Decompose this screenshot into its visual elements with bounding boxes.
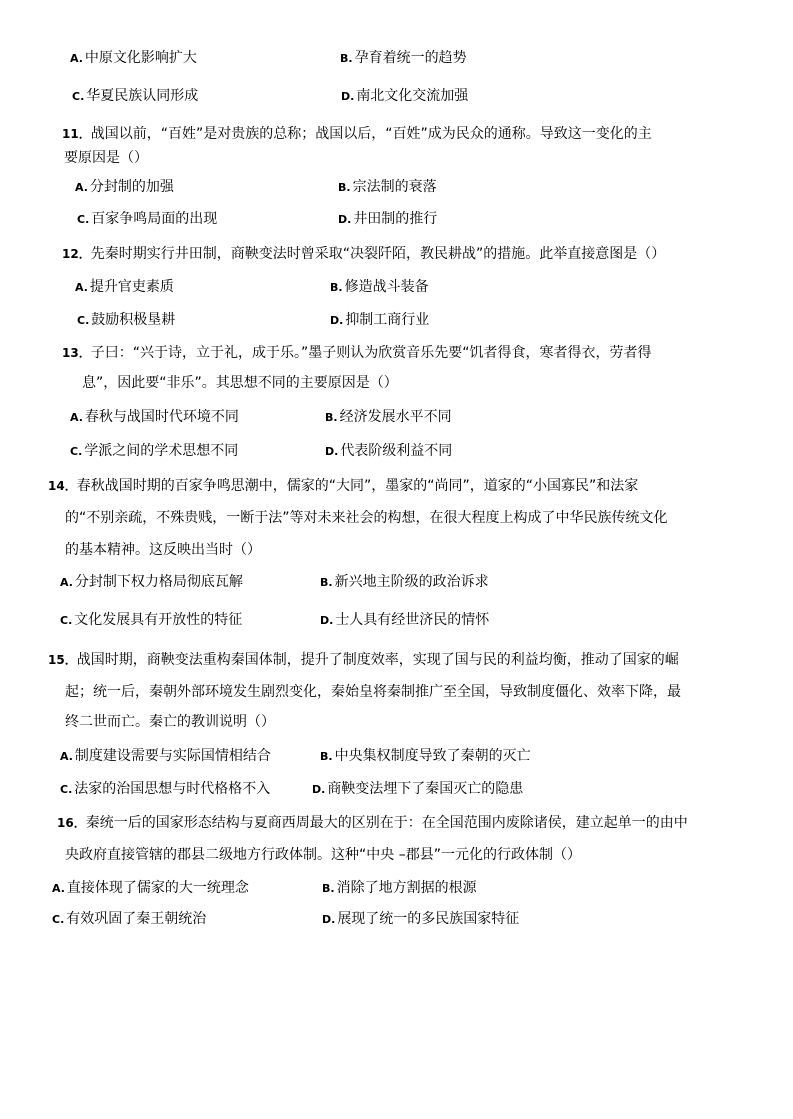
option-text: 展现了统一的多民族国家特征 (337, 911, 520, 927)
question-number: 12． (62, 247, 91, 261)
option-text: 中原文化影响扩大 (84, 50, 197, 66)
option-letter: C. (72, 90, 85, 103)
option-text: 士人具有经世济民的情怀 (335, 612, 490, 628)
option-letter: B. (330, 281, 343, 294)
question-stem: 起；统一后，秦朝外部环境发生剧烈变化，秦始皇将秦制推广至全国，导致制度僵化、效率下降，最 (65, 684, 681, 700)
q12-option-d[interactable] (330, 310, 429, 330)
q16-option-d[interactable] (322, 909, 519, 929)
option-letter: A. (52, 882, 65, 895)
option-letter: D. (338, 213, 352, 226)
q15-option-d[interactable] (312, 779, 523, 799)
option-letter: D. (330, 314, 344, 327)
q15-stem-line (65, 712, 275, 732)
option-letter: D. (325, 445, 339, 458)
option-text: 分封制下权力格局彻底瓦解 (74, 574, 243, 590)
option-text: 制度建设需要与实际国情相结合 (74, 748, 271, 764)
q16-option-a[interactable] (52, 878, 249, 898)
option-text: 修造战斗装备 (344, 279, 429, 295)
q13-option-a[interactable] (70, 407, 239, 427)
q10-option-c[interactable] (72, 86, 198, 106)
q14-stem-line (48, 476, 638, 496)
option-letter: D. (312, 783, 326, 796)
option-letter: C. (52, 913, 65, 926)
q11-option-b[interactable] (338, 177, 437, 197)
q16-option-c[interactable] (52, 909, 206, 929)
option-letter: C. (77, 314, 90, 327)
option-letter: D. (320, 614, 334, 627)
question-stem: 春秋战国时期的百家争鸣思潮中，儒家的“大同”，墨家的“尚同”，道家的“小国寡民”和法家 (76, 478, 639, 494)
option-letter: C. (60, 783, 73, 796)
q10-option-a[interactable] (70, 48, 197, 68)
q12-option-c[interactable] (77, 310, 175, 330)
q14-option-d[interactable] (320, 610, 489, 630)
option-letter: B. (340, 52, 353, 65)
option-text: 井田制的推行 (353, 211, 438, 227)
q16-option-b[interactable] (322, 878, 477, 898)
option-text: 鼓励积极垦耕 (91, 312, 176, 328)
q10-option-d[interactable] (341, 86, 468, 106)
q14-stem-line (65, 540, 261, 560)
option-letter: A. (70, 52, 83, 65)
question-stem: 终二世而亡。秦亡的教训说明（） (65, 714, 275, 730)
question-number: 11． (62, 127, 91, 141)
option-text: 新兴地主阶级的政治诉求 (334, 574, 489, 590)
question-stem: 要原因是（） (64, 150, 148, 166)
q11-option-a[interactable] (75, 177, 174, 197)
option-text: 提升官吏素质 (89, 279, 174, 295)
option-letter: A. (70, 411, 83, 424)
option-text: 孕育着统一的趋势 (354, 50, 467, 66)
question-number: 15． (48, 653, 77, 667)
q13-stem-line (82, 373, 398, 393)
option-letter: B. (325, 411, 338, 424)
q13-stem-line (62, 343, 651, 363)
q11-stem-line (64, 148, 148, 168)
option-text: 经济发展水平不同 (339, 409, 452, 425)
option-letter: C. (70, 445, 83, 458)
option-letter: A. (60, 750, 73, 763)
option-letter: B. (320, 576, 333, 589)
option-letter: C. (60, 614, 73, 627)
option-text: 直接体现了儒家的大一统理念 (66, 880, 249, 896)
option-letter: B. (322, 882, 335, 895)
q13-option-b[interactable] (325, 407, 452, 427)
option-letter: A. (75, 181, 88, 194)
option-text: 商鞅变法埋下了秦国灭亡的隐患 (327, 781, 524, 797)
q14-option-b[interactable] (320, 572, 489, 592)
option-text: 法家的治国思想与时代格格不入 (74, 781, 271, 797)
option-letter: A. (60, 576, 73, 589)
question-number: 16． (57, 816, 86, 830)
option-text: 有效巩固了秦王朝统治 (66, 911, 207, 927)
option-text: 华夏民族认同形成 (86, 88, 199, 104)
option-text: 文化发展具有开放性的特征 (74, 612, 243, 628)
q14-option-c[interactable] (60, 610, 242, 630)
q15-option-a[interactable] (60, 746, 271, 766)
q15-option-b[interactable] (320, 746, 531, 766)
question-stem: 战国以前，“百姓”是对贵族的总称；战国以后，“百姓”成为民众的通称。导致这一变化的主 (90, 126, 652, 142)
option-text: 南北文化交流加强 (356, 88, 469, 104)
option-text: 学派之间的学术思想不同 (84, 443, 239, 459)
q15-stem-line (48, 650, 679, 670)
option-text: 抑制工商行业 (345, 312, 430, 328)
q15-stem-line (65, 682, 681, 702)
q14-stem-line (65, 508, 668, 528)
q12-stem-line (62, 244, 665, 264)
option-text: 消除了地方割据的根源 (336, 880, 477, 896)
option-letter: B. (338, 181, 351, 194)
question-stem: 子曰：“兴于诗，立于礼，成于乐。”墨子则认为欣赏音乐先要“饥者得食，寒者得衣，劳者得 (90, 345, 652, 361)
option-text: 分封制的加强 (89, 179, 174, 195)
q15-option-c[interactable] (60, 779, 270, 799)
option-text: 宗法制的衰落 (352, 179, 437, 195)
question-stem: 的“不别亲疏，不殊贵贱，一断于法”等对未来社会的构想，在很大程度上构成了中华民族传统文化 (65, 510, 668, 526)
option-text: 代表阶级利益不同 (340, 443, 453, 459)
question-stem: 的基本精神。这反映出当时（） (65, 542, 261, 558)
question-stem: 秦统一后的国家形态结构与夏商西周最大的区别在于：在全国范围内废除诸侯，建立起单一的由中 (85, 815, 688, 831)
option-letter: D. (322, 913, 336, 926)
q12-option-a[interactable] (75, 277, 174, 297)
question-number: 13． (62, 346, 91, 360)
question-stem: 先秦时期实行井田制，商鞅变法时曾采取“决裂阡陌，教民耕战”的措施。此举直接意图是（） (90, 246, 666, 262)
option-letter: C. (77, 213, 90, 226)
q13-option-d[interactable] (325, 441, 452, 461)
question-stem: 息”，因此要“非乐”。其思想不同的主要原因是（） (82, 375, 398, 391)
question-stem: 战国时期，商鞅变法重构秦国体制，提升了制度效率，实现了国与民的利益均衡，推动了国家的崛 (76, 652, 679, 668)
q11-stem-line (62, 124, 652, 144)
option-text: 中央集权制度导致了秦朝的灭亡 (334, 748, 531, 764)
q16-stem-line (65, 845, 581, 865)
option-letter: A. (75, 281, 88, 294)
q13-option-c[interactable] (70, 441, 238, 461)
q11-option-c[interactable] (77, 209, 217, 229)
option-letter: D. (341, 90, 355, 103)
q11-option-d[interactable] (338, 209, 437, 229)
q12-option-b[interactable] (330, 277, 429, 297)
q16-stem-line (57, 813, 688, 833)
question-number: 14． (48, 479, 77, 493)
option-text: 春秋与战国时代环境不同 (84, 409, 239, 425)
q14-option-a[interactable] (60, 572, 243, 592)
option-letter: B. (320, 750, 333, 763)
q10-option-b[interactable] (340, 48, 467, 68)
option-text: 百家争鸣局面的出现 (91, 211, 218, 227)
question-stem: 央政府直接管辖的郡县二级地方行政体制。这种“中央 –郡县”一元化的行政体制（） (65, 847, 581, 863)
